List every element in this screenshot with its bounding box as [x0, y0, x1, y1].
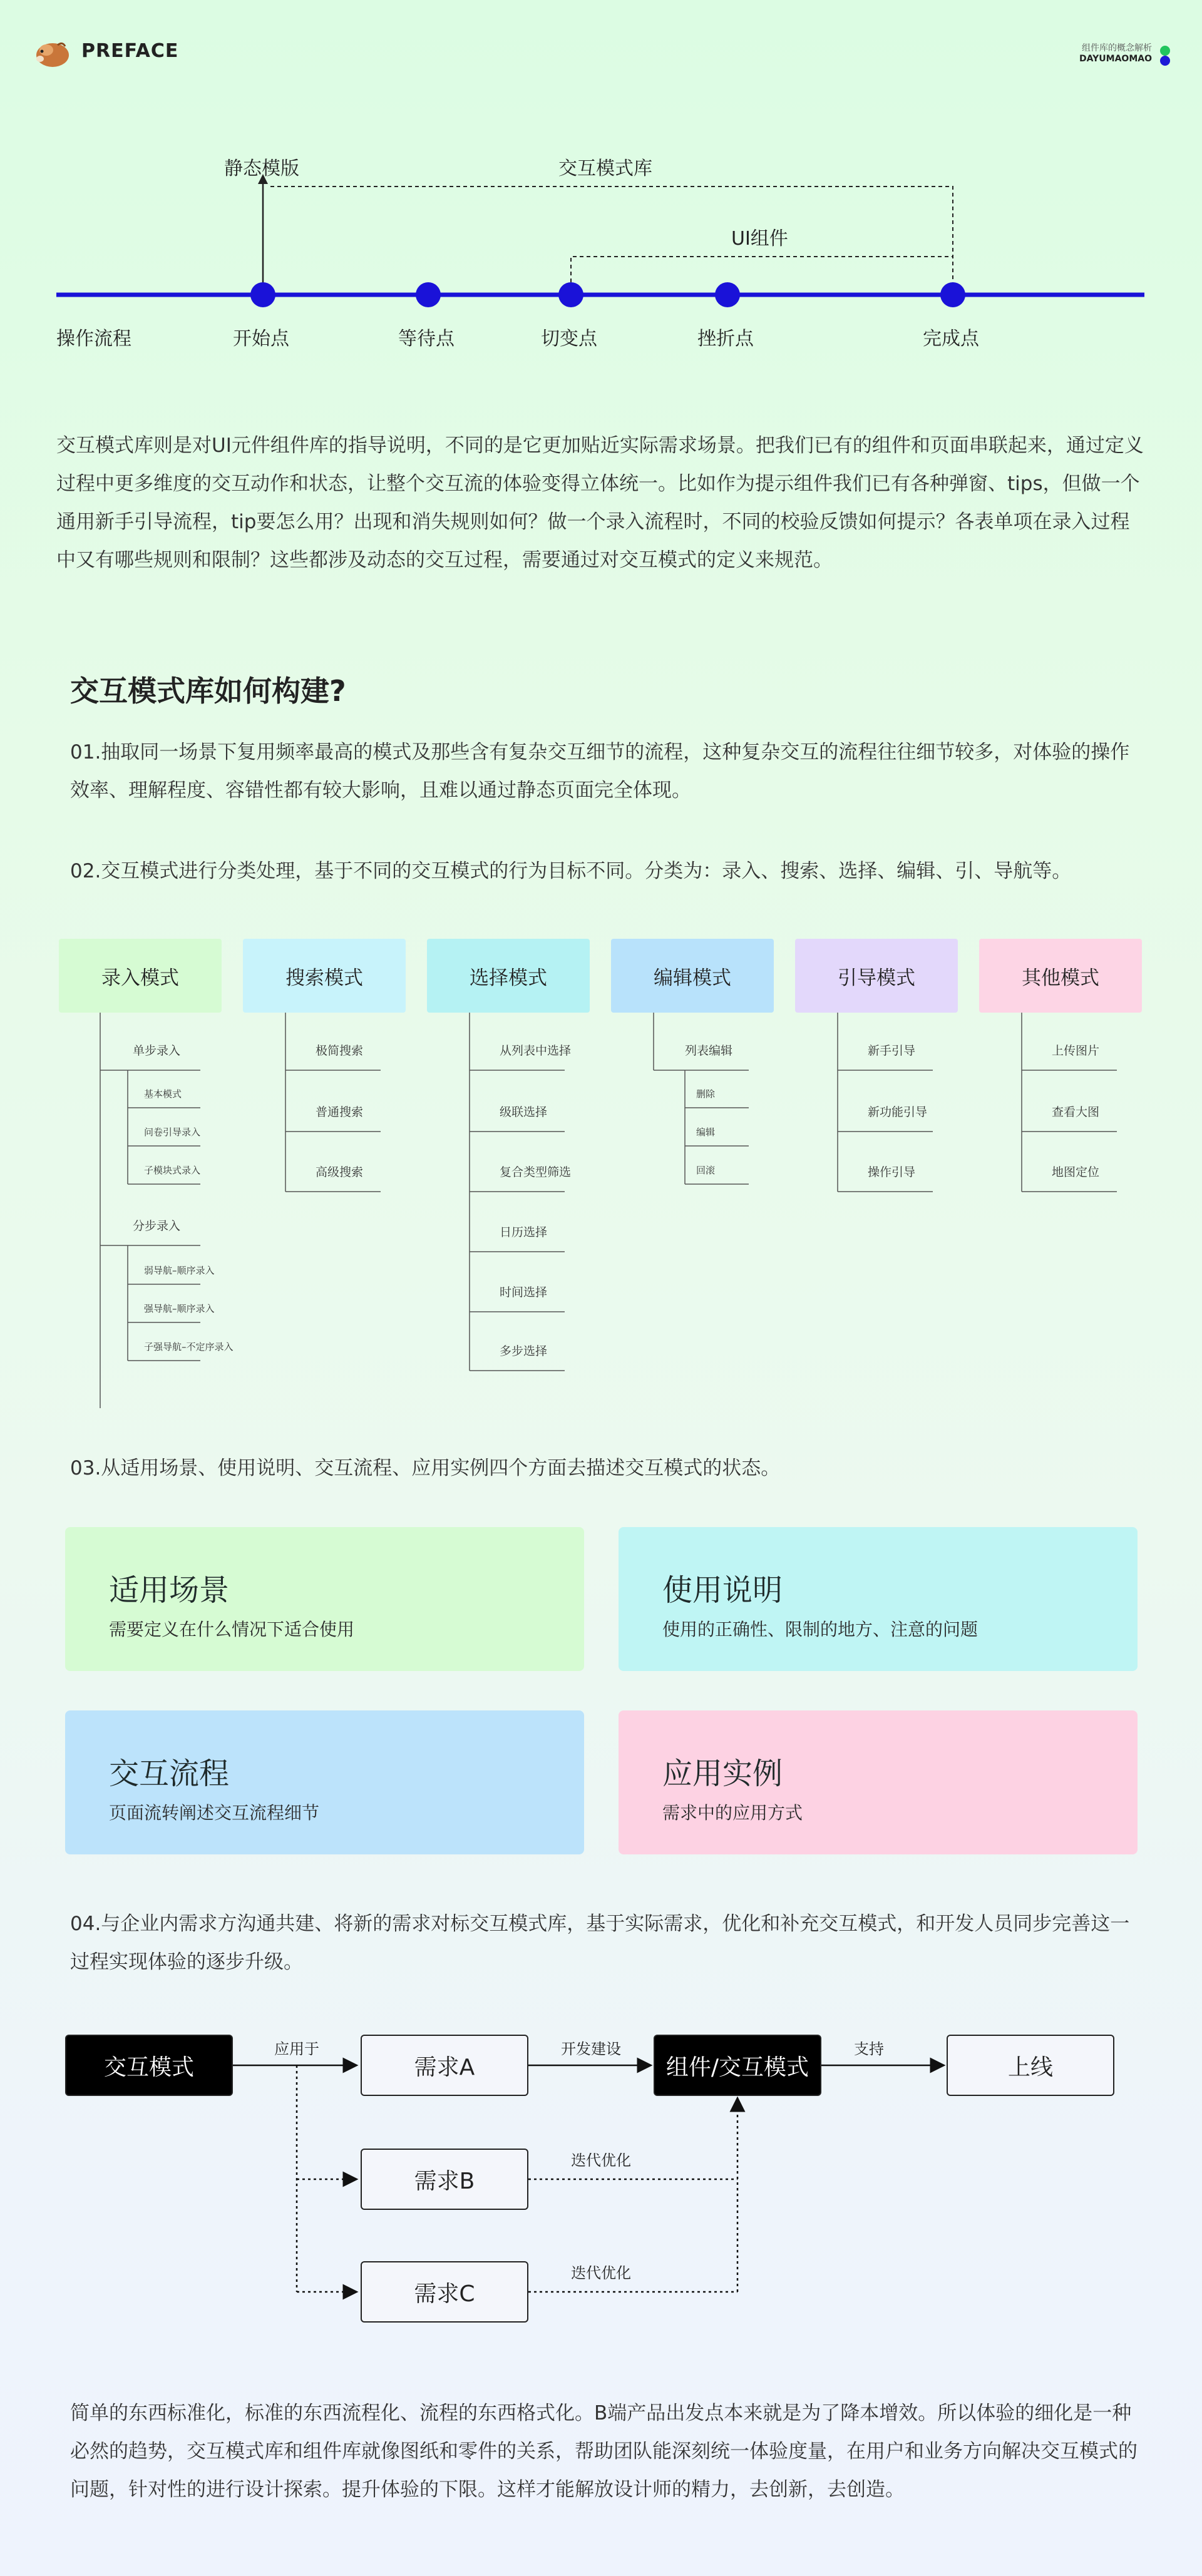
flow-label-develop: 开发建设	[561, 2040, 621, 2058]
status-dots-icon	[1159, 45, 1171, 66]
step-3-text: 03.从适用场景、使用说明、交互流程、应用实例四个方面去描述交互模式的状态。	[70, 1457, 781, 1480]
card-subtitle: 页面流转阐述交互流程细节	[109, 1802, 320, 1823]
flow-box-requirement-a: 需求A	[361, 2035, 528, 2096]
label-start-point: 开始点	[233, 328, 289, 350]
tree-input-item: 子模块式录入	[144, 1165, 201, 1176]
header-subtitle: 组件库的概念解析	[1082, 43, 1152, 53]
tree-select-item: 多步选择	[500, 1344, 548, 1358]
timeline-point-wait	[416, 282, 441, 307]
card-title: 应用实例	[662, 1756, 783, 1791]
category-select-label: 选择模式	[470, 966, 547, 989]
card-title: 交互流程	[109, 1756, 230, 1791]
step-2-text: 02.交互模式进行分类处理，基于不同的交互模式的行为目标不同。分类为：录入、搜索、选择、编辑、引、导航等。	[70, 860, 1072, 882]
tree-other-item: 查看大图	[1052, 1105, 1100, 1119]
hamster-logo-icon	[33, 36, 70, 69]
card-interaction-flow	[65, 1710, 584, 1854]
header-author: DAYUMAOMAO	[1079, 54, 1152, 64]
flow-box-launch: 上线	[947, 2035, 1114, 2096]
card-usage-notes	[619, 1527, 1138, 1671]
flow-label-iterate: 迭代优化	[571, 2264, 631, 2282]
tree-input-group1: 单步录入	[133, 1044, 181, 1058]
tree-select-item: 级联选择	[500, 1105, 548, 1119]
category-search-label: 搜索模式	[285, 966, 363, 989]
label-operation-flow: 操作流程	[56, 328, 131, 350]
card-application-example	[619, 1710, 1138, 1854]
flow-label-support: 支持	[854, 2040, 884, 2058]
conclusion-paragraph: 简单的东西标准化，标准的东西流程化、流程的东西格式化。B端产品出发点本来就是为了降本增效。所以体验的细化是一种必然的趋势，交互模式库和组件库就像图纸和零件的关系，帮助团队能深刻统一体验度量，在用户和业务方向解决交互模式的问题，针对性的进行设计探索。提升体验的下限。这样才能解放设计师的精力，去创新，去创造。	[70, 2402, 1138, 2501]
timeline-point-setback	[715, 282, 740, 307]
card-subtitle: 需要定义在什么情况下适合使用	[109, 1619, 355, 1640]
card-subtitle: 使用的正确性、限制的地方、注意的问题	[662, 1619, 979, 1640]
category-edit	[611, 939, 774, 1013]
category-guide	[795, 939, 958, 1013]
flow-box-component-mode: 组件/交互模式	[654, 2035, 821, 2096]
label-wait-point: 等待点	[398, 328, 455, 350]
tree-edit-item: 回滚	[696, 1165, 716, 1176]
card-title: 使用说明	[662, 1573, 783, 1608]
flow-label-iterate: 迭代优化	[571, 2152, 631, 2169]
tree-guide-item: 操作引导	[868, 1165, 916, 1179]
category-input	[59, 939, 222, 1013]
tree-select-item: 时间选择	[500, 1285, 548, 1299]
tree-select-item: 日历选择	[500, 1225, 548, 1239]
card-applicable-scenario	[65, 1527, 584, 1671]
step-4-text: 04.与企业内需求方沟通共建、将新的需求对标交互模式库，基于实际需求，优化和补充交互模式，和开发人员同步完善这一过程实现体验的逐步升级。	[70, 1913, 1130, 1973]
label-static-template: 静态模版	[224, 158, 299, 180]
category-search	[243, 939, 406, 1013]
timeline-point-switch	[558, 282, 583, 307]
tree-search-item: 极简搜索	[316, 1044, 364, 1058]
flow-box-requirement-b: 需求B	[361, 2149, 528, 2210]
flow-box-interaction-mode: 交互模式	[65, 2035, 233, 2096]
tree-search-item: 高级搜索	[316, 1165, 364, 1179]
label-complete-point: 完成点	[923, 328, 979, 350]
category-guide-label: 引导模式	[838, 966, 915, 989]
tree-guide-item: 新手引导	[868, 1044, 916, 1058]
step-1-text: 01.抽取同一场景下复用频率最高的模式及那些含有复杂交互细节的流程，这种复杂交互的流程往往细节较多，对体验的操作效率、理解程度、容错性都有较大影响，且难以通过静态页面完全体现。	[70, 741, 1130, 802]
timeline-point-start	[250, 282, 275, 307]
label-interaction-library: 交互模式库	[558, 158, 652, 180]
category-tree-lines	[0, 1013, 1202, 1413]
tree-select-item: 复合类型筛选	[500, 1165, 572, 1179]
flow-label-apply: 应用于	[274, 2040, 319, 2058]
tree-edit-group: 列表编辑	[685, 1044, 733, 1058]
tree-other-item: 地图定位	[1052, 1165, 1100, 1179]
category-input-label: 录入模式	[101, 966, 179, 989]
label-setback-point: 挫折点	[697, 328, 754, 350]
timeline-point-complete	[940, 282, 965, 307]
tree-input-group2: 分步录入	[133, 1219, 181, 1233]
tree-input-item: 子强导航–不定序录入	[144, 1341, 234, 1352]
tree-guide-item: 新功能引导	[868, 1105, 928, 1119]
section-title: 交互模式库如何构建?	[70, 674, 346, 708]
tree-input-item: 问卷引导录入	[144, 1127, 201, 1138]
category-other	[979, 939, 1142, 1013]
tree-input-item: 基本模式	[144, 1088, 182, 1100]
tree-search-item: 普通搜索	[316, 1105, 364, 1119]
intro-paragraph: 交互模式库则是对UI元件组件库的指导说明，不同的是它更加贴近实际需求场景。把我们已有的组件和页面串联起来，通过定义过程中更多维度的交互动作和状态，让整个交互流的体验变得立体统一。比如作为提示组件我们已有各种弹窗、tips，但做一个通用新手引导流程，tip要怎么用？出现和消失规则如何？做一个录入流程时，不同的校验反馈如何提示？各表单项在录入过程中又有哪些规则和限制？这些都涉及动态的交互过程，需要通过对交互模式的定义来规范。	[56, 434, 1144, 571]
card-subtitle: 需求中的应用方式	[662, 1802, 803, 1823]
category-edit-label: 编辑模式	[654, 966, 731, 989]
tree-other-item: 上传图片	[1052, 1044, 1100, 1058]
label-ui-components: UI组件	[731, 228, 788, 250]
tree-select-item: 从列表中选择	[500, 1044, 572, 1058]
tree-edit-item: 删除	[696, 1088, 716, 1100]
flow-box-requirement-c: 需求C	[361, 2261, 528, 2323]
brand-name: PREFACE	[81, 40, 179, 62]
tree-input-item: 强导航–顺序录入	[144, 1303, 215, 1314]
category-other-label: 其他模式	[1022, 966, 1099, 989]
category-select	[427, 939, 590, 1013]
label-switch-point: 切变点	[541, 328, 597, 350]
tree-input-item: 弱导航–顺序录入	[144, 1265, 215, 1276]
card-title: 适用场景	[109, 1573, 230, 1608]
tree-edit-item: 编辑	[696, 1127, 716, 1138]
